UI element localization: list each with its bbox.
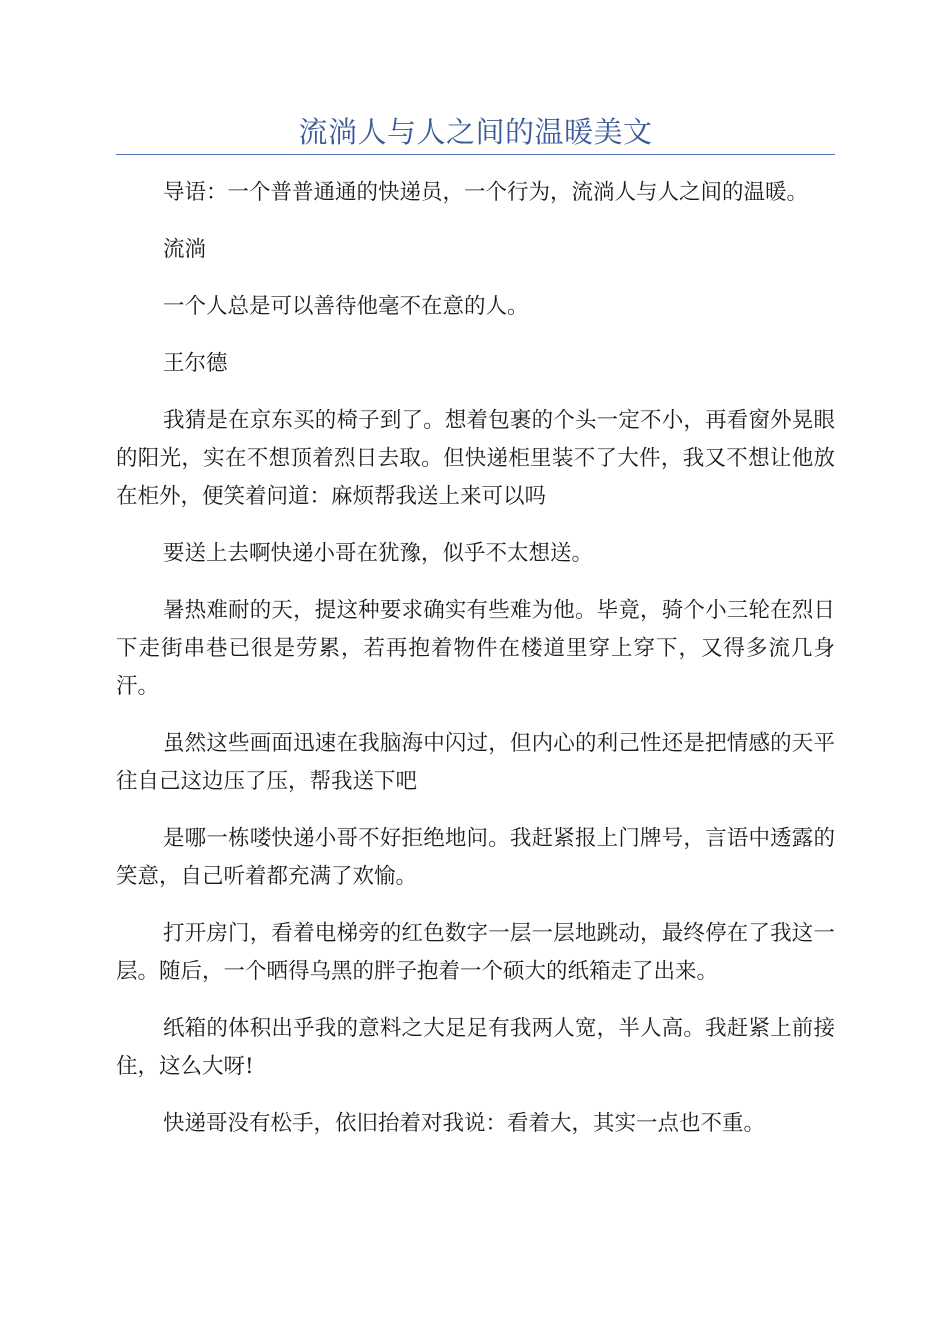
paragraph-intro: 导语：一个普普通通的快递员，一个行为，流淌人与人之间的温暖。 — [163, 180, 809, 205]
document-body — [116, 174, 835, 1162]
paragraph-heading: 流淌 — [163, 237, 207, 262]
paragraph: 打开房门，看着电梯旁的红色数字一层一层地跳动，最终停在了我这一层。随后，一个晒得乌黑的胖子抱着一个硕大的纸箱走了出来。 — [116, 921, 835, 984]
paragraph: 暑热难耐的天，提这种要求确实有些难为他。毕竟，骑个小三轮在烈日下走街串巷已很是劳累，若再抱着物件在楼道里穿上穿下，又得多流几身汗。 — [116, 598, 835, 699]
page-title: 流淌人与人之间的温暖美文 — [298, 115, 653, 149]
paragraph-quote: 一个人总是可以善待他毫不在意的人。 — [163, 294, 529, 319]
paragraph: 要送上去啊快递小哥在犹豫，似乎不太想送。 — [163, 541, 594, 566]
paragraph: 我猜是在京东买的椅子到了。想着包裹的个头一定不小，再看窗外晃眼的阳光，实在不想顶着烈日去取。但快递柜里装不了大件，我又不想让他放在柜外，便笑着问道：麻烦帮我送上来可以吗 — [116, 408, 835, 509]
paragraph: 是哪一栋喽快递小哥不好拒绝地问。我赶紧报上门牌号，言语中透露的笑意，自己听着都充满了欢愉。 — [116, 826, 835, 889]
paragraph: 快递哥没有松手，依旧抬着对我说：看着大，其实一点也不重。 — [163, 1111, 766, 1136]
paragraph: 虽然这些画面迅速在我脑海中闪过，但内心的利己性还是把情感的天平往自己这边压了压，帮我送下吧 — [116, 731, 835, 794]
paragraph: 纸箱的体积出乎我的意料之大足足有我两人宽，半人高。我赶紧上前接住，这么大呀! — [116, 1016, 835, 1079]
title-underline — [116, 154, 835, 155]
paragraph-quote-author: 王尔德 — [163, 351, 228, 376]
